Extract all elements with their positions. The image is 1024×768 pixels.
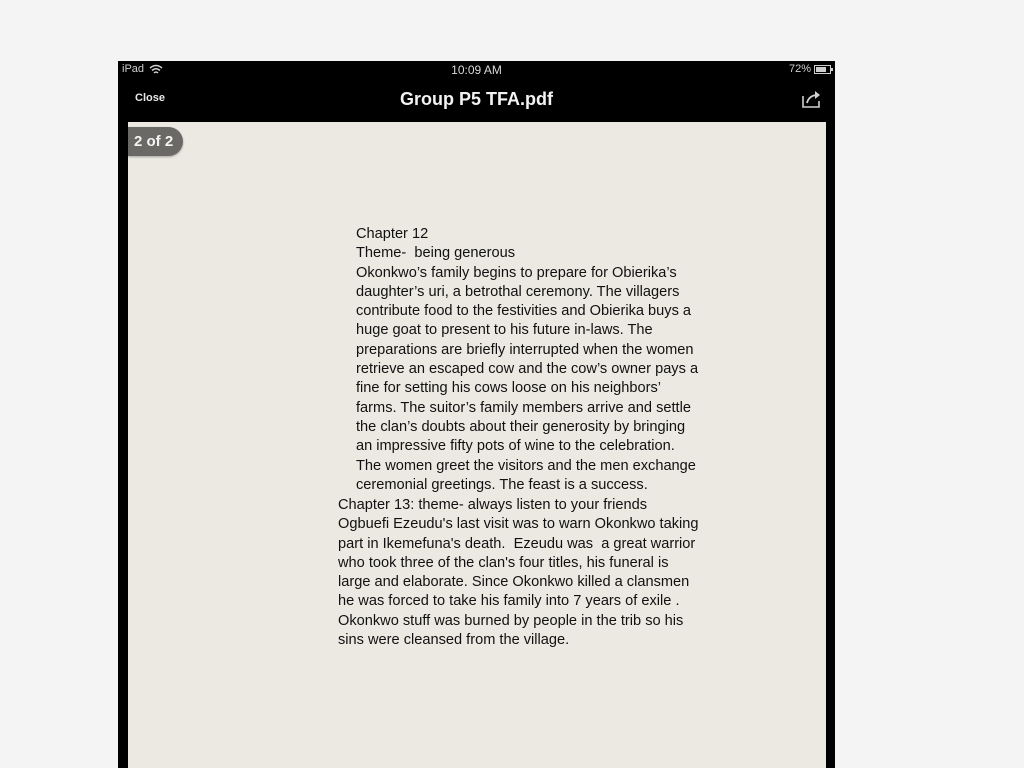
- text-line: an impressive fifty pots of wine to the celebration.: [356, 438, 675, 455]
- text-line: ceremonial greetings. The feast is a success.: [356, 476, 648, 493]
- close-button[interactable]: Close: [135, 92, 165, 104]
- text-line: part in Ikemefuna's death. Ezeudu was a great warrior: [338, 535, 696, 552]
- text-line: who took three of the clan's four titles, his funeral is: [338, 554, 669, 571]
- nav-bar: [118, 79, 835, 121]
- text-line: he was forced to take his family into 7 years of exile .: [338, 593, 680, 610]
- battery-percent: 72%: [788, 63, 811, 75]
- text-line: contribute food to the festivities and Obierika buys a: [356, 303, 692, 320]
- status-time: 10:09 AM: [451, 63, 502, 77]
- battery-icon: [814, 65, 831, 74]
- page-indicator: 2 of 2: [128, 127, 183, 156]
- chapter-12-text: [356, 225, 698, 495]
- text-line: Ogbuefi Ezeudu's last visit was to warn Okonkwo taking: [338, 516, 699, 533]
- document-title: Group P5 TFA.pdf: [400, 89, 553, 109]
- text-line: Okonkwo’s family begins to prepare for Obierika’s: [356, 264, 677, 281]
- text-line: large and elaborate. Since Okonkwo killed a clansmen: [338, 574, 690, 591]
- status-bar: [118, 61, 835, 79]
- chapter-13-text: [338, 496, 699, 650]
- text-line: the clan’s doubts about their generosity by bringing: [356, 418, 686, 435]
- pdf-page: [128, 122, 826, 768]
- text-line: retrieve an escaped cow and the cow’s owner pays a: [356, 361, 699, 378]
- text-line: Theme- being generous: [356, 245, 516, 262]
- device-label: iPad: [122, 63, 145, 75]
- text-line: farms. The suitor’s family members arrive and settle: [356, 399, 691, 416]
- text-line: huge goat to present to his future in-laws. The: [356, 322, 653, 339]
- status-right: [789, 63, 831, 75]
- text-line: Chapter 13: theme- always listen to your friends: [338, 497, 648, 513]
- share-icon[interactable]: [801, 89, 823, 109]
- text-line: The women greet the visitors and the men exchange: [356, 457, 696, 474]
- ipad-screen: [118, 61, 835, 768]
- text-line: Chapter 12: [356, 226, 429, 242]
- text-line: Okonkwo stuff was burned by people in the trib so his: [338, 612, 684, 629]
- text-line: sins were cleansed from the village.: [338, 632, 570, 649]
- text-line: fine for setting his cows loose on his neighbors’: [356, 380, 662, 397]
- text-line: daughter’s uri, a betrothal ceremony. The villagers: [356, 283, 680, 300]
- text-line: preparations are briefly interrupted when the women: [356, 341, 694, 358]
